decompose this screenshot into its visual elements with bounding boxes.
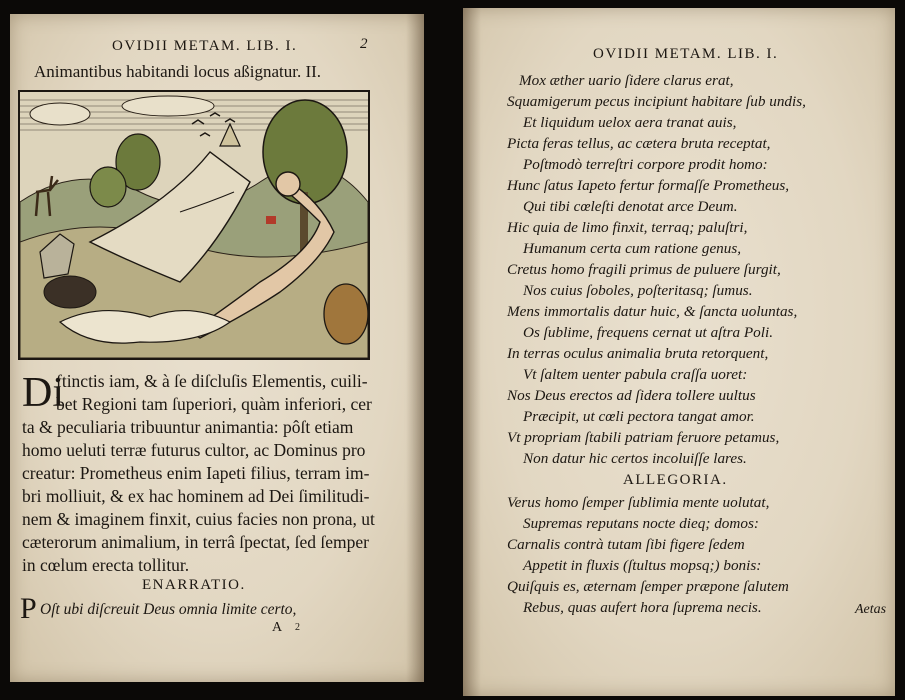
allegoria-line: Rebus, quas aufert hora ſuprema necis. [523, 599, 762, 616]
verse-line: Cretus homo fragili primus de puluere ſurgit, [507, 261, 781, 278]
verse-line: Præcipit, ut cœli pectora tangat amor. [523, 408, 755, 425]
left-subtitle: Animantibus habitandi locus aßignatur. II. [34, 62, 322, 81]
allegoria-line: Verus homo ſemper ſublimia mente uolutat, [507, 494, 770, 511]
catchword: Aetas [855, 602, 887, 617]
verse-line: Os ſublime, frequens cernat ut aſtra Poli. [523, 324, 774, 341]
left-folio: 2 [360, 36, 368, 52]
verse-line: Humanum certa cum ratione genus, [523, 240, 742, 257]
prose-line: ftinctis iam, & à ſe diſcluſis Elementis, cuili- [56, 371, 368, 391]
left-gutter-shadow [406, 14, 424, 682]
right-running-head: OVIDII METAM. LIB. I. [593, 46, 779, 62]
prose-line: bri molliuit, & ex hac hominem ad Dei ſimilitudi- [22, 486, 370, 506]
prose-line: bet Regioni tam ſuperiori, quàm inferiori, cer [56, 394, 372, 414]
verse-line: Picta feras tellus, ac cætera bruta receptat, [507, 135, 771, 152]
allegoria-line: Carnalis contrà tutam ſibi figere ſedem [507, 536, 745, 553]
verse-line: In terras oculus animalia bruta retorquent, [507, 345, 769, 362]
verse-line: Squamigerum pecus incipiunt habitare ſub undis, [507, 93, 806, 110]
verse-line: Poſtmodò terreſtri corpore prodit homo: [523, 156, 768, 173]
right-page [463, 8, 895, 696]
verse-line: Mox æther uario ſidere clarus erat, [519, 72, 734, 89]
enarratio-verse-line: Oſt ubi diſcreuit Deus omnia limite certo, [40, 601, 297, 618]
verse-line: Hunc ſatus Iapeto fertur formaſſe Prometheus, [507, 177, 790, 194]
signature-mark: A [272, 620, 283, 635]
allegoria-line: Supremas reputans nocte dieq; domos: [523, 515, 759, 532]
prose-line: in cœlum erecta tollitur. [22, 555, 190, 575]
prose-line: nem & imaginem finxit, cuius facies non prona, ut [22, 509, 375, 529]
drop-capital: Di [22, 370, 64, 416]
verse-line: Vt propriam ſtabili patriam feruore petamus, [507, 429, 780, 446]
left-page [10, 14, 424, 682]
prose-paragraph [22, 370, 400, 577]
prose-line: cæterorum animalium, in terrâ ſpectat, ſed ſemper [22, 532, 369, 552]
verse-line: Nos cuius ſoboles, poſteritasq; ſumus. [523, 282, 753, 299]
allegoria-heading: ALLEGORIA. [623, 472, 728, 488]
allegoria-line: Appetit in fluxis (ſtultus mopsq;) bonis: [523, 557, 762, 574]
prose-line: creatur: Prometheus enim Iapeti filius, terram im- [22, 463, 370, 483]
enarratio-heading: ENARRATIO. [142, 577, 246, 593]
prose-line: ta & peculiaria tribuuntur animantia: pôſt etiam [22, 417, 354, 437]
verse-line: Mens immortalis datur huic, & ſancta uoluntas, [507, 303, 798, 320]
verse-line: Vt ſaltem uenter pabula craſſa uoret: [523, 366, 748, 383]
verse-capital: P [20, 592, 37, 625]
verse-line: Hic quia de limo finxit, terraq; paluſtri, [507, 219, 748, 236]
prose-line: homo ueluti terræ futurus cultor, ac Dominus pro [22, 440, 366, 460]
allegoria-line: Quiſquis es, æternam ſemper præpone ſalutem [507, 578, 789, 595]
signature-number: 2 [295, 622, 300, 633]
woodcut-illustration [18, 90, 370, 360]
verse-line: Qui tibi cœleſti denotat arce Deum. [523, 198, 738, 215]
verse-line: Non datur hic certos incoluiſſe lares. [523, 450, 747, 467]
right-gutter-shadow [463, 8, 481, 696]
verse-line: Et liquidum uelox aera tranat auis, [523, 114, 737, 131]
verse-line: Nos Deus erectos ad ſidera tollere uultus [507, 387, 756, 404]
left-running-head: OVIDII METAM. LIB. I. [112, 38, 298, 54]
